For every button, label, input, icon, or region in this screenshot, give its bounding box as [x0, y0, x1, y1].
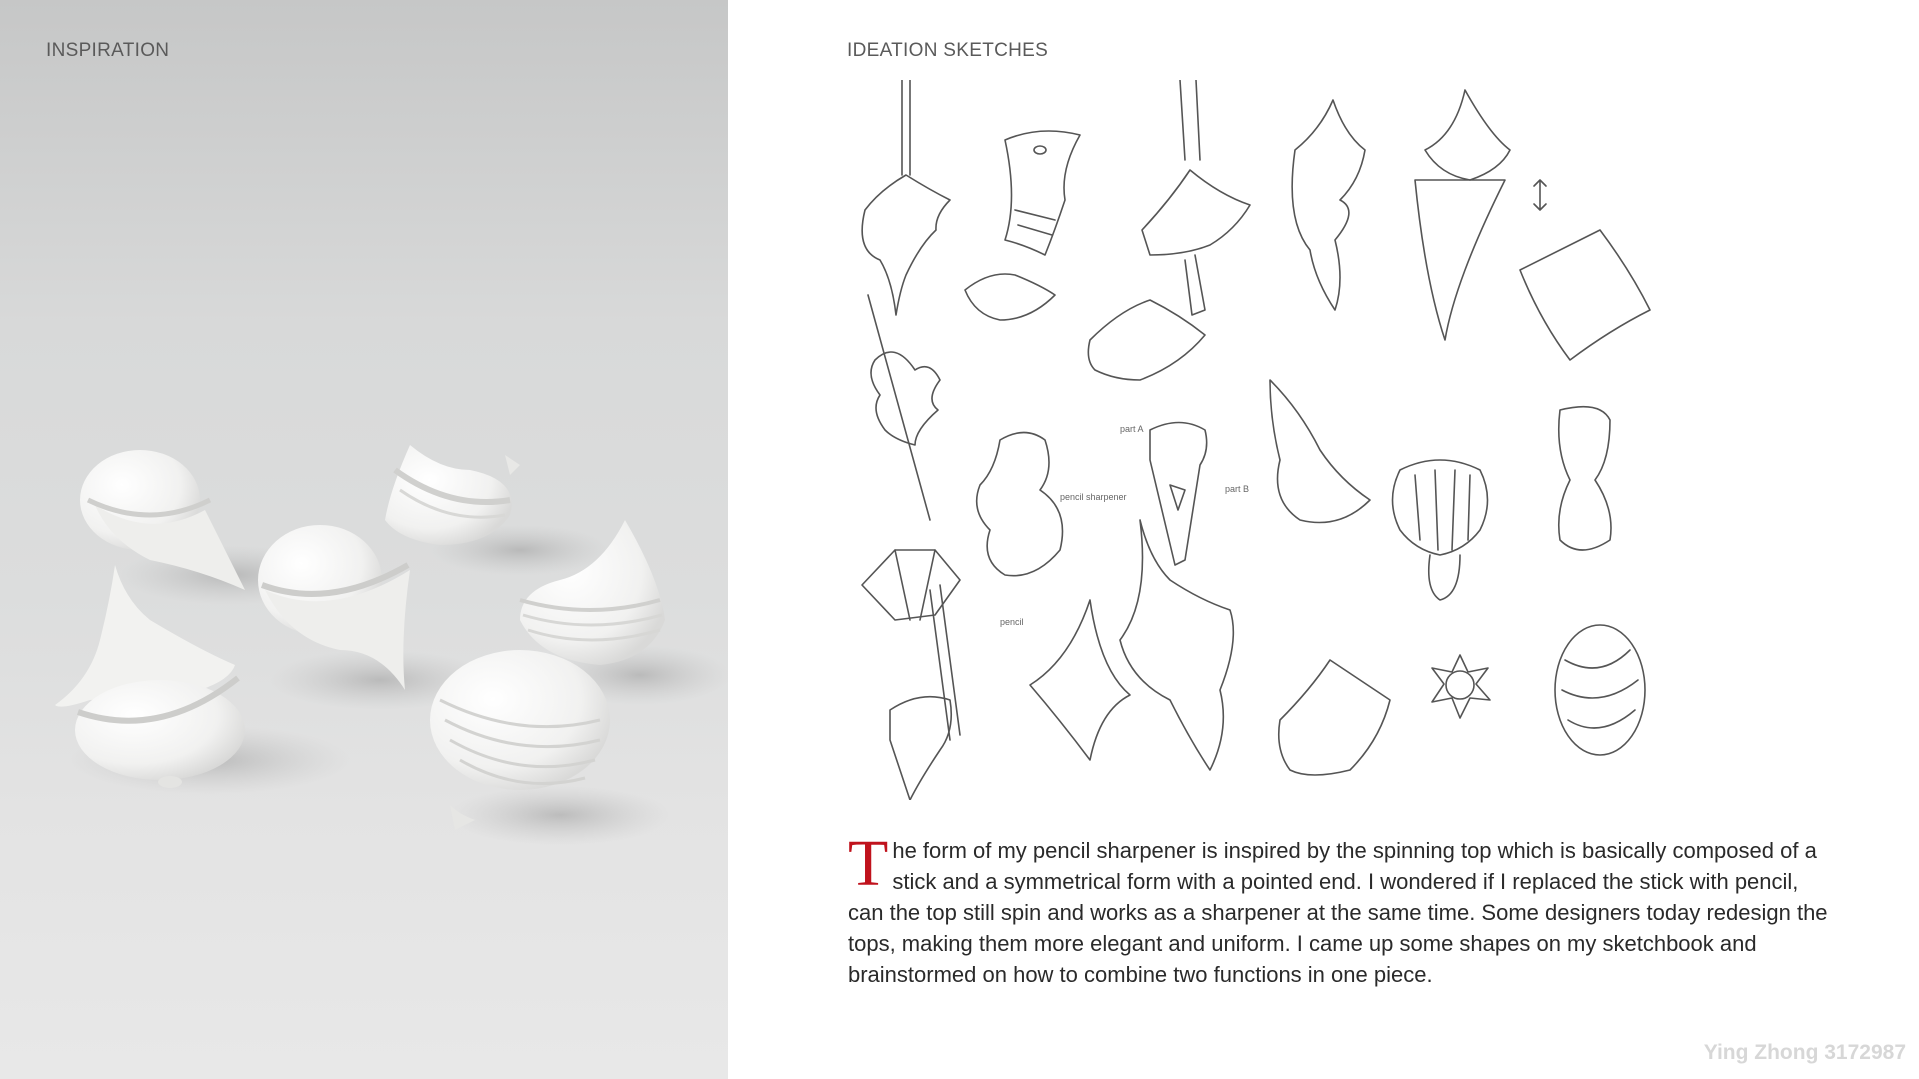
sketch-top-pencil-2 [1142, 80, 1250, 315]
ideation-sketches-image [840, 80, 1850, 800]
sketch-faceted-top [862, 550, 960, 620]
inspiration-label: INSPIRATION [46, 40, 170, 61]
ideation-sketches-label: IDEATION SKETCHES [847, 40, 1049, 61]
sketch-top-pencil-1 [862, 80, 950, 315]
svg-text:pencil sharpener: pencil sharpener [1060, 492, 1127, 502]
drop-cap: T [848, 827, 889, 900]
svg-text:part B: part B [1225, 484, 1250, 494]
sketch-part-a-b-top [1150, 423, 1207, 566]
sketch-ribbed-lantern [1393, 460, 1488, 600]
sketch-tall-flame [1120, 520, 1233, 770]
description-text: he form of my pencil sharpener is inspired by the spinning top which is basically composed of a stick and a symmetrical form with a pointed end. I wondered if I replaced the stick with pencil, can the top still spin and works as a sharpener at the same time. Some designers today redesign the tops, making them more elegant and uniform. I came up some shapes on my sketchbook and brainstormed on how to combine two functions in one piece. [848, 838, 1828, 987]
sketch-twin-diamond [1415, 90, 1546, 340]
sketch-spiral-egg [1555, 625, 1645, 755]
sketch-flower-star [1432, 655, 1490, 718]
sketch-rounded-square [1520, 230, 1650, 360]
sketch-pencil-top-bottom [890, 585, 960, 800]
sketch-peanut-shape [977, 433, 1063, 576]
description-paragraph [848, 827, 1838, 990]
inspiration-panel [0, 0, 728, 1079]
spinning-tops-photo [0, 0, 728, 1079]
sketch-wave-cone [1270, 380, 1370, 523]
sketch-pointed-star [1030, 600, 1130, 760]
sketch-scale-pattern [1279, 660, 1390, 775]
sketch-spiral-top [1005, 131, 1080, 255]
sketch-diamond-small [965, 274, 1055, 320]
author-footer: Ying Zhong 3172987 [1703, 1041, 1906, 1064]
sketch-lemon-shape [1088, 300, 1205, 380]
sketch-onion-top [1292, 100, 1365, 310]
sketch-dumbbell-shape [1559, 407, 1611, 550]
sketch-pencil-wavy [868, 295, 940, 520]
svg-text:part A: part A [1120, 424, 1144, 434]
svg-text:pencil: pencil [1000, 617, 1024, 627]
